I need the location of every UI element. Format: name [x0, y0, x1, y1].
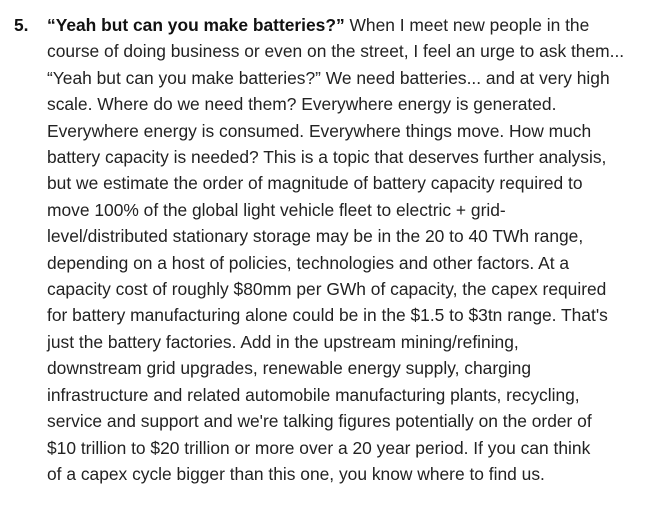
paragraph-line — [47, 12, 654, 38]
numbered-list-item — [14, 12, 654, 487]
document-body — [14, 12, 654, 487]
paragraph-line: infrastructure and related automobile manufacturing plants, recycling, — [47, 384, 580, 405]
item-paragraph — [47, 12, 654, 487]
paragraph-line: depending on a host of policies, technologies and other factors. At a — [47, 252, 570, 273]
paragraph-line: $10 trillion to $20 trillion or more over a 20 year period. If you can think — [47, 437, 591, 458]
paragraph-line: service and support and we're talking figures potentially on the order of — [47, 411, 592, 432]
paragraph-line: course of doing business or even on the street, I feel an urge to ask them... — [47, 41, 625, 62]
first-line-text: When I meet new people in the — [344, 15, 590, 35]
paragraph-line: level/distributed stationary storage may be in the 20 to 40 TWh range, — [47, 226, 584, 247]
paragraph-line: just the battery factories. Add in the upstream mining/refining, — [47, 331, 519, 352]
paragraph-line: “Yeah but can you make batteries?” We need batteries... and at very high — [47, 67, 610, 88]
paragraph-line: battery capacity is needed? This is a topic that deserves further analysis, — [47, 147, 607, 168]
paragraph-line: downstream grid upgrades, renewable energy supply, charging — [47, 358, 531, 379]
item-heading: “Yeah but can you make batteries?” — [47, 15, 345, 35]
paragraph-line: scale. Where do we need them? Everywhere energy is generated. — [47, 94, 557, 115]
item-number: 5. — [14, 15, 29, 35]
paragraph-line: of a capex cycle bigger than this one, you know where to find us. — [47, 463, 545, 484]
paragraph-line: move 100% of the global light vehicle fleet to electric + grid- — [47, 199, 506, 220]
paragraph-line: capacity cost of roughly $80mm per GWh of capacity, the capex required — [47, 279, 607, 300]
paragraph-line: but we estimate the order of magnitude of battery capacity required to — [47, 173, 583, 194]
paragraph-line: Everywhere energy is consumed. Everywhere things move. How much — [47, 120, 592, 141]
paragraph-line: for battery manufacturing alone could be in the $1.5 to $3tn range. That's — [47, 305, 608, 326]
